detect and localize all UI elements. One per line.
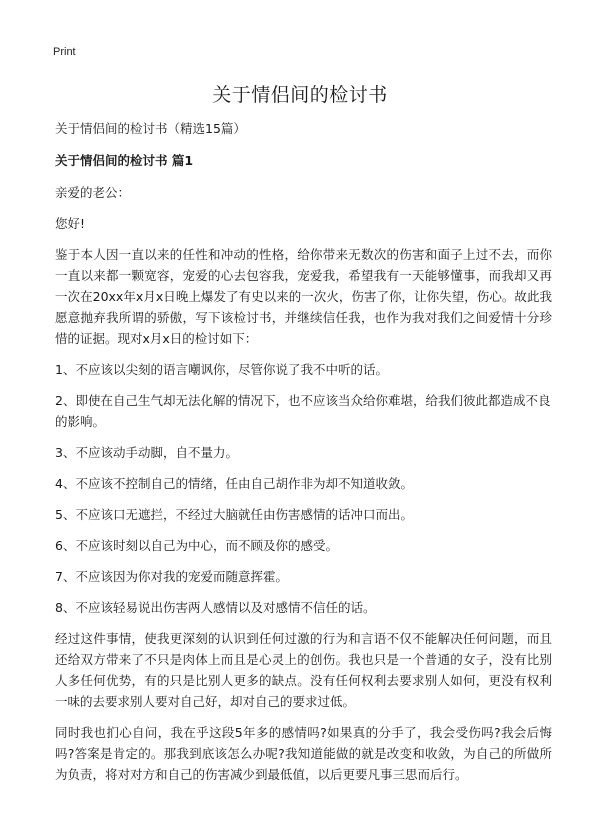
intro-paragraph: 鉴于本人因一直以来的任性和冲动的性格，给你带来无数次的伤害和面子上过不去，而你一直以来都一颗宽容，宠爱的心去包容我，宠爱我，希望我有一天能够懂事，而我却又再一次在20xx年x月x日晚上爆发了有史以来的一次火，伤害了你，让你失望，伤心。故此我愿意抛弃我所谓的骄傲，写下该检讨书，并继续信任我，也作为我对我们之间爱情十分珍惜的证据。现对x月x日的检讨如下： [55,247,552,346]
print-link[interactable]: Print [53,46,76,58]
list-item: 8、不应该轻易说出伤害两人感情以及对感情不信任的话。 [55,600,376,615]
document-body [55,118,552,795]
list-item: 6、不应该时刻以自己为中心，而不顾及你的感受。 [55,538,338,553]
list-item: 5、不应该口无遮拦，不经过大脑就任由伤害感情的话冲口而出。 [55,507,413,522]
list-item: 4、不应该不控制自己的情绪，任由自己胡作非为却不知道收敛。 [55,476,413,491]
list-item: 2、即使在自己生气却无法化解的情况下，也不应该当众给你难堪，给我们彼此都造成不良的影响。 [55,393,551,429]
body-paragraph-3: 同时我也扪心自问，我在乎这段5年多的感情吗?如果真的分手了，我会受伤吗?我会后悔吗?答案是肯定的。那我到底该怎么办呢?我知道能做的就是改变和收敛，为自己的所做所为负责，将对对方和自己的伤害减少到最低值，以后更要凡事三思而后行。 [55,725,552,782]
document-title: 关于情侣间的检讨书 [212,84,388,106]
list-item: 7、不应该因为你对我的宠爱而随意挥霍。 [55,569,288,584]
document-subtitle: 关于情侣间的检讨书（精选15篇） [55,121,246,136]
body-paragraph-2: 经过这件事情，使我更深刻的认识到任何过激的行为和言语不仅不能解决任何问题，而且还给双方带来了不只是肉体上而且是心灵上的创伤。我也只是一个普通的女子，没有比别人多任何优势，有的只是比别人更多的缺点。没有任何权利去要求别人如何，更没有权利一味的去要求别人要对自己好，却对自己的要求过低。 [55,631,552,709]
list-item: 3、不应该动手动脚，自不量力。 [55,445,238,460]
salutation: 亲爱的老公： [55,185,131,200]
list-item: 1、不应该以尖刻的语言嘲讽你，尽管你说了我不中听的话。 [55,362,388,377]
greeting: 您好! [55,216,86,231]
section-heading: 关于情侣间的检讨书 篇1 [55,153,194,168]
